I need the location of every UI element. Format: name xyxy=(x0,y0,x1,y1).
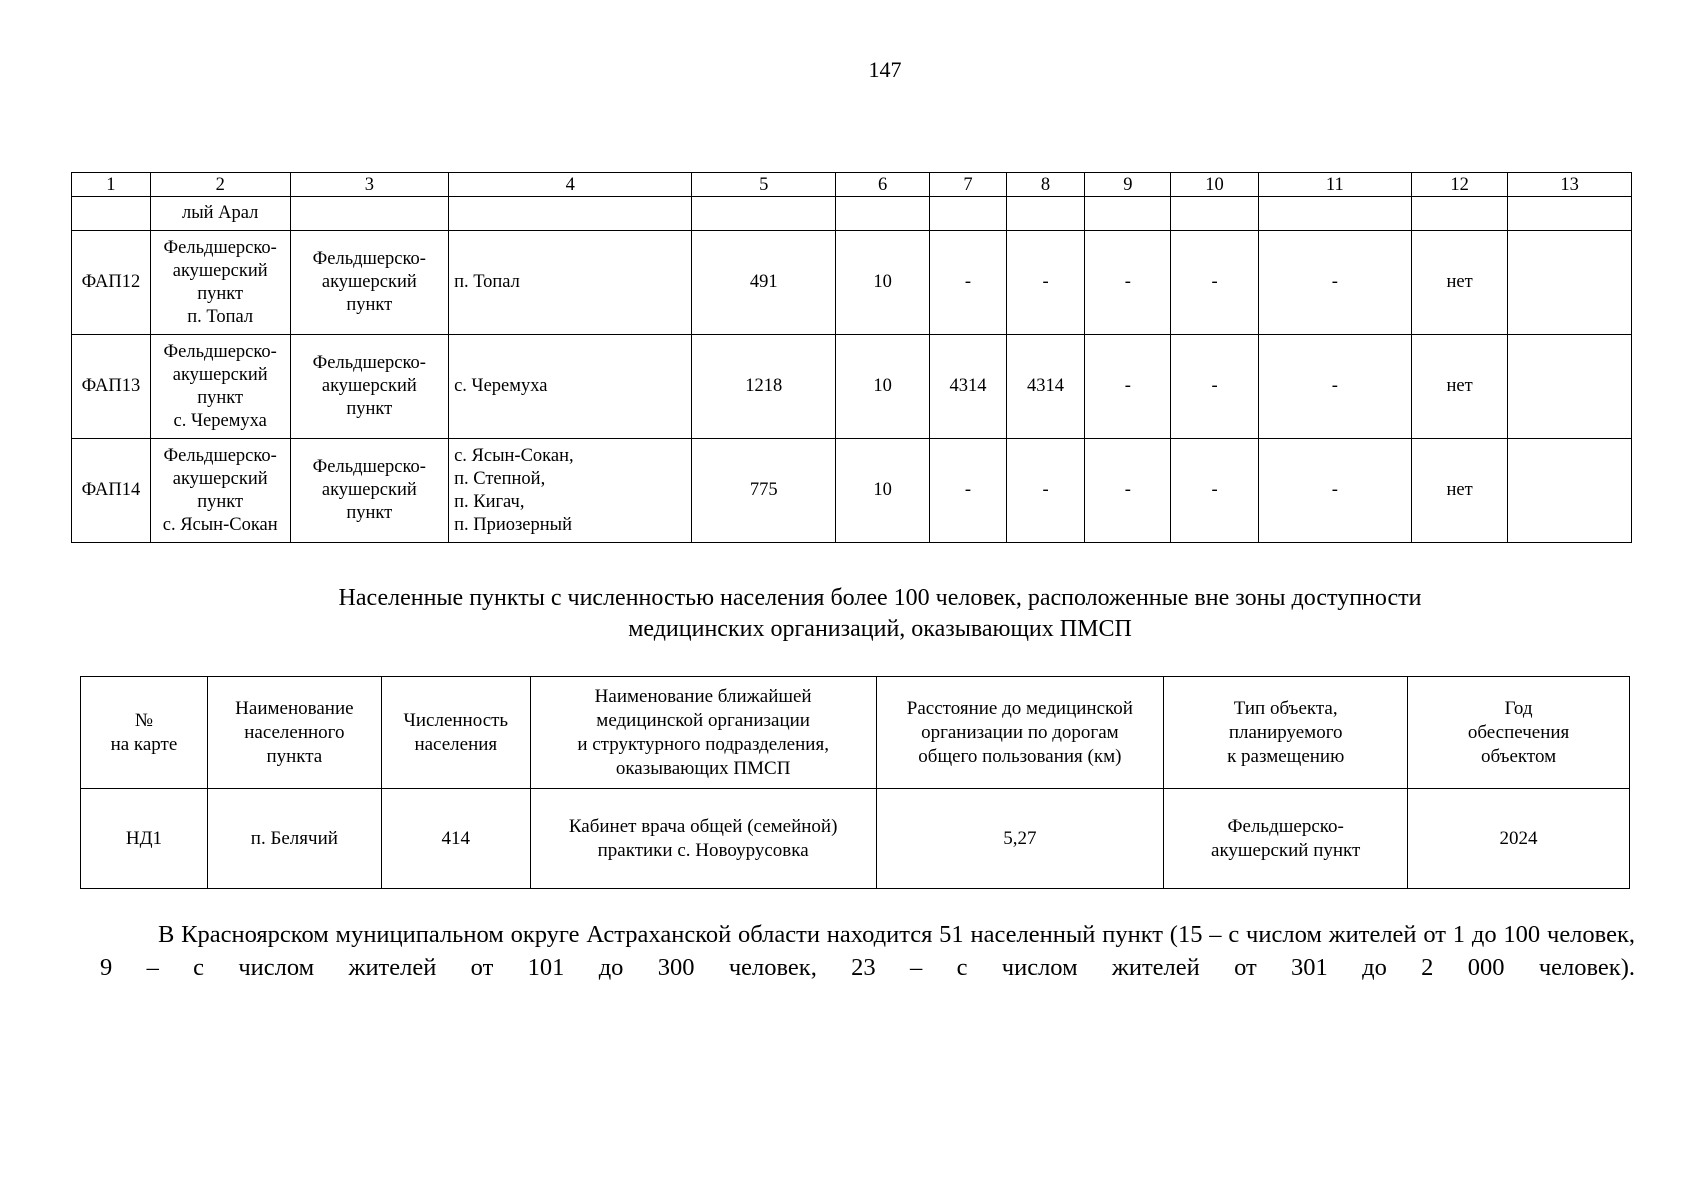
col-number: 2 xyxy=(150,173,290,197)
col-number: 9 xyxy=(1085,173,1171,197)
map-number: НД1 xyxy=(81,789,208,889)
table-cell: - xyxy=(1258,439,1411,543)
table-row xyxy=(72,439,1632,543)
nearest-organization: Кабинет врача общей (семейной) практики с. Новоурусовка xyxy=(530,789,876,889)
facility-type: Фельдшерско- акушерский пункт xyxy=(290,231,449,335)
table-cell xyxy=(836,197,930,231)
table-cell xyxy=(1171,197,1258,231)
settlements-table xyxy=(80,676,1630,889)
table-cell: нет xyxy=(1411,439,1507,543)
section-title: Населенные пункты с численностью населения более 100 человек, расположенные вне зоны доступности медицинских организаций, оказывающих ПМСП xyxy=(338,585,1422,642)
table-cell xyxy=(1258,197,1411,231)
table-cell: 10 xyxy=(836,231,930,335)
table-cell: 491 xyxy=(692,231,836,335)
column-header: Тип объекта, планируемого к размещению xyxy=(1164,677,1408,789)
col-number: 11 xyxy=(1258,173,1411,197)
column-header: Численность населения xyxy=(381,677,530,789)
column-number-row xyxy=(72,173,1632,197)
facilities-table xyxy=(71,172,1632,543)
table-cell xyxy=(1508,439,1632,543)
table-cell xyxy=(1508,335,1632,439)
table-cell xyxy=(1006,197,1085,231)
served-settlements: п. Топал xyxy=(449,231,692,335)
table-cell: - xyxy=(1171,335,1258,439)
table-cell: - xyxy=(1006,231,1085,335)
table-cell: - xyxy=(1006,439,1085,543)
served-settlements: с. Черемуха xyxy=(449,335,692,439)
table-cell xyxy=(1508,231,1632,335)
table-cell: 10 xyxy=(836,439,930,543)
table-cell: нет xyxy=(1411,231,1507,335)
col-number: 1 xyxy=(72,173,151,197)
col-number: 8 xyxy=(1006,173,1085,197)
column-header: Расстояние до медицинской организации по дорогам общего пользования (км) xyxy=(876,677,1164,789)
table-cell xyxy=(1411,197,1507,231)
page-number: 147 xyxy=(868,57,902,82)
table-cell: 4314 xyxy=(1006,335,1085,439)
column-header: № на карте xyxy=(81,677,208,789)
table-cell: - xyxy=(930,439,1007,543)
table-cell: лый Арал xyxy=(150,197,290,231)
column-header: Наименование населенного пункта xyxy=(207,677,381,789)
distance: 5,27 xyxy=(876,789,1164,889)
table-row xyxy=(72,335,1632,439)
table-cell: 1218 xyxy=(692,335,836,439)
continuation-row xyxy=(72,197,1632,231)
table-cell: - xyxy=(1085,439,1171,543)
table-cell: - xyxy=(1171,231,1258,335)
column-header: Наименование ближайшей медицинской организации и структурного подразделения, оказывающих ПМСП xyxy=(530,677,876,789)
table-cell xyxy=(449,197,692,231)
table-cell: - xyxy=(1258,335,1411,439)
table-cell: 775 xyxy=(692,439,836,543)
column-header: Год обеспечения объектом xyxy=(1408,677,1630,789)
col-number: 12 xyxy=(1411,173,1507,197)
table-cell xyxy=(1508,197,1632,231)
table-cell: - xyxy=(1171,439,1258,543)
table-cell xyxy=(290,197,449,231)
table-cell: нет xyxy=(1411,335,1507,439)
col-number: 5 xyxy=(692,173,836,197)
table-cell xyxy=(930,197,1007,231)
table-header-row xyxy=(81,677,1630,789)
table-row xyxy=(72,231,1632,335)
settlement-name: п. Белячий xyxy=(207,789,381,889)
table-cell xyxy=(1085,197,1171,231)
table-cell: - xyxy=(930,231,1007,335)
table-cell: - xyxy=(1085,335,1171,439)
facility-name: Фельдшерско- акушерский пункт с. Черемуха xyxy=(150,335,290,439)
table-cell: 10 xyxy=(836,335,930,439)
col-number: 3 xyxy=(290,173,449,197)
table-cell: - xyxy=(1085,231,1171,335)
table-cell xyxy=(72,197,151,231)
population: 414 xyxy=(381,789,530,889)
facility-type: Фельдшерско- акушерский пункт xyxy=(290,439,449,543)
col-number: 13 xyxy=(1508,173,1632,197)
facility-code: ФАП14 xyxy=(72,439,151,543)
facility-code: ФАП12 xyxy=(72,231,151,335)
object-type: Фельдшерско- акушерский пункт xyxy=(1164,789,1408,889)
facility-name: Фельдшерско- акушерский пункт п. Топал xyxy=(150,231,290,335)
table-cell xyxy=(692,197,836,231)
table-cell: - xyxy=(1258,231,1411,335)
col-number: 6 xyxy=(836,173,930,197)
table-cell: 4314 xyxy=(930,335,1007,439)
col-number: 7 xyxy=(930,173,1007,197)
body-paragraph: В Красноярском муниципальном округе Астраханской области находится 51 населенный пункт (15 – с числом жителей от 1 до 100 человек, 9 – с числом жителей от 101 до 300 человек, 23 – с числом жителей от 301 до 2 000 человек). xyxy=(100,921,1635,981)
facility-type: Фельдшерско- акушерский пункт xyxy=(290,335,449,439)
year: 2024 xyxy=(1408,789,1630,889)
facility-name: Фельдшерско- акушерский пункт с. Ясын-Сокан xyxy=(150,439,290,543)
col-number: 4 xyxy=(449,173,692,197)
served-settlements: с. Ясын-Сокан, п. Степной, п. Кигач, п. Приозерный xyxy=(449,439,692,543)
table-row xyxy=(81,789,1630,889)
col-number: 10 xyxy=(1171,173,1258,197)
facility-code: ФАП13 xyxy=(72,335,151,439)
